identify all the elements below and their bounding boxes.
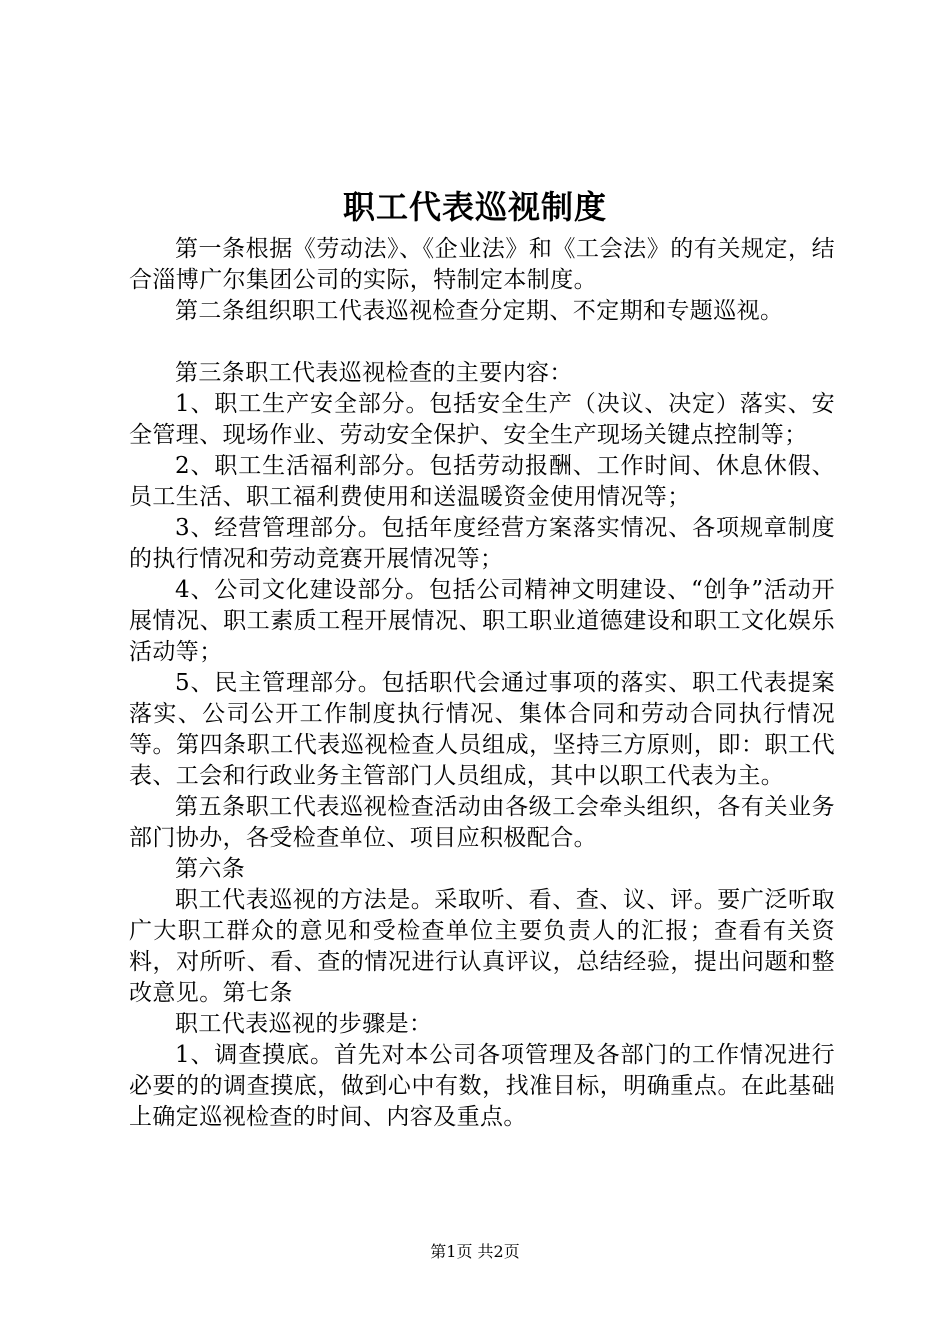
document-title: 职工代表巡视制度 xyxy=(342,188,607,226)
paragraph-article-7-heading: 职工代表巡视的步骤是： xyxy=(175,1011,433,1037)
paragraph-article-6-heading: 第六条 xyxy=(175,856,246,882)
paragraph-article-1: 第一条根据《劳动法》、《企业法》和《工会法》的有关规定，结合淄博广尔集团公司的实际，特制定本制度。 xyxy=(129,236,835,293)
paragraph-item-3: 3、经营管理部分。包括年度经营方案落实情况、各项规章制度的执行情况和劳动竞赛开展情况等； xyxy=(129,515,835,572)
paragraph-item-4: 4、公司文化建设部分。包括公司精神文明建设、“创争”活动开展情况、职工素质工程开展情况、职工职业道德建设和职工文化娱乐活动等； xyxy=(129,577,835,665)
blank-line xyxy=(129,327,835,358)
paragraph-article-6: 职工代表巡视的方法是。采取听、看、查、议、评。要广泛听取广大职工群众的意见和受检查单位主要负责人的汇报；查看有关资料，对所听、看、查的情况进行认真评议，总结经验，提出问题和整改意见。第七条 xyxy=(129,887,835,1006)
paragraph-article-2: 第二条组织职工代表巡视检查分定期、不定期和专题巡视。 xyxy=(175,298,784,324)
paragraph-step-1: 1、调查摸底。首先对本公司各项管理及各部门的工作情况进行必要的的调查摸底，做到心中有数，找准目标，明确重点。在此基础上确定巡视检查的时间、内容及重点。 xyxy=(129,1042,835,1130)
paragraph-item-5: 5、民主管理部分。包括职代会通过事项的落实、职工代表提案落实、公司公开工作制度执行情况、集体合同和劳动合同执行情况等。第四条职工代表巡视检查人员组成，坚持三方原则，即：职工代表、工会和行政业务主管部门人员组成，其中以职工代表为主。 xyxy=(129,670,835,789)
paragraph-item-2: 2、职工生活福利部分。包括劳动报酬、工作时间、休息休假、员工生活、职工福利费使用和送温暖资金使用情况等； xyxy=(129,453,835,510)
paragraph-item-1: 1、职工生产安全部分。包括安全生产（决议、决定）落实、安全管理、现场作业、劳动安全保护、安全生产现场关键点控制等； xyxy=(129,391,835,448)
paragraph-article-3: 第三条职工代表巡视检查的主要内容： xyxy=(175,360,573,386)
paragraph-article-5: 第五条职工代表巡视检查活动由各级工会牵头组织，各有关业务部门协办，各受检查单位、项目应积极配合。 xyxy=(129,794,835,851)
document-body xyxy=(129,234,835,1133)
page-footer: 第1页 共2页 xyxy=(430,1242,520,1261)
